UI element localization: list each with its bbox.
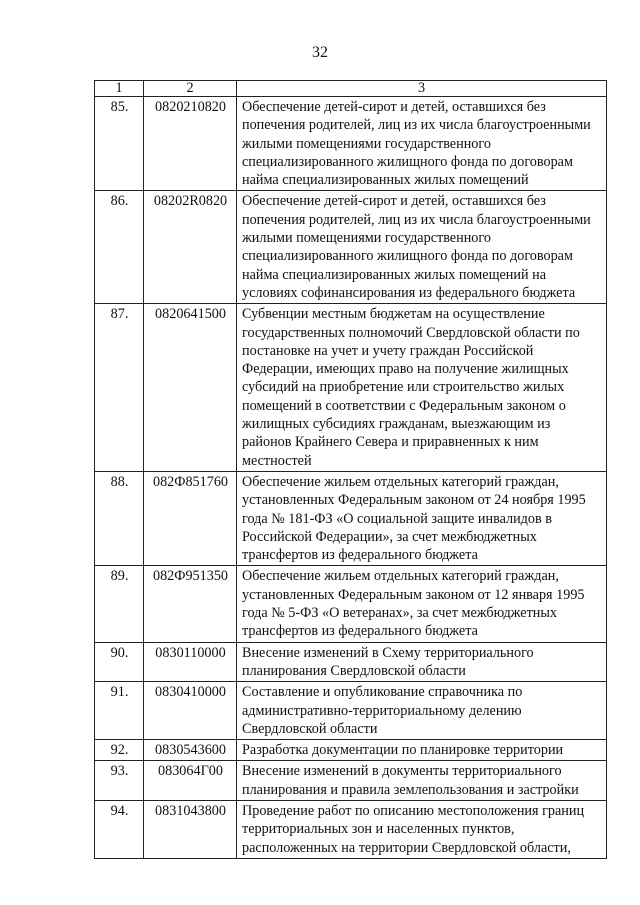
table-row <box>95 471 607 565</box>
row-number: 92. <box>95 740 144 761</box>
row-code: 0820641500 <box>144 304 237 472</box>
row-description: Обеспечение жильем отдельных категорий граждан, установленных Федеральным законом от 12 января 1995 года № 5-ФЗ «О ветеранах», за счет межбюджетных трансфертов из федерального бюджета <box>237 566 607 642</box>
row-number: 94. <box>95 800 144 858</box>
row-number: 86. <box>95 191 144 304</box>
row-code: 082Ф851760 <box>144 471 237 565</box>
column-header-number: 1 <box>95 81 144 97</box>
row-description: Субвенции местным бюджетам на осуществление государственных полномочий Свердловской области по постановке на учет и учету граждан Российской Федерации, имеющих право на получение жилищных субсидий на приобретение или строительство жилых помещений в соответствии с Федеральным законом о жилищных субсидиях гражданам, выезжающим из районов Крайнего Севера и приравненных к ним местностей <box>237 304 607 472</box>
table-header-row <box>95 81 607 97</box>
row-code: 0830410000 <box>144 682 237 740</box>
row-code: 083064Г00 <box>144 761 237 801</box>
page-number: 32 <box>312 44 328 61</box>
row-code: 0831043800 <box>144 800 237 858</box>
row-description: Проведение работ по описанию местоположения границ территориальных зон и населенных пунктов, расположенных на территории Свердловской области, <box>237 800 607 858</box>
table-row <box>95 566 607 642</box>
row-code: 08202R0820 <box>144 191 237 304</box>
row-description: Обеспечение детей-сирот и детей, оставшихся без попечения родителей, лиц из их числа благоустроенными жилыми помещениями государственного специализированного жилищного фонда по договорам найма специализированных жилых помещений на условиях софинансирования из федерального бюджета <box>237 191 607 304</box>
table-row <box>95 191 607 304</box>
table-row <box>95 682 607 740</box>
row-description: Внесение изменений в документы территориального планирования и правила землепользования и застройки <box>237 761 607 801</box>
row-number: 89. <box>95 566 144 642</box>
row-description: Составление и опубликование справочника по административно-территориальному делению Свердловской области <box>237 682 607 740</box>
row-description: Обеспечение детей-сирот и детей, оставшихся без попечения родителей, лиц из их числа благоустроенными жилыми помещениями государственного специализированного жилищного фонда по договорам найма специализированных жилых помещений <box>237 97 607 191</box>
row-description: Внесение изменений в Схему территориального планирования Свердловской области <box>237 642 607 682</box>
row-code: 082Ф951350 <box>144 566 237 642</box>
row-number: 85. <box>95 97 144 191</box>
row-code: 0830543600 <box>144 740 237 761</box>
row-number: 90. <box>95 642 144 682</box>
table-row <box>95 800 607 858</box>
row-number: 87. <box>95 304 144 472</box>
table-row <box>95 761 607 801</box>
table-row <box>95 97 607 191</box>
budget-codes-table <box>94 80 607 859</box>
column-header-description: 3 <box>237 81 607 97</box>
row-description: Разработка документации по планировке территории <box>237 740 607 761</box>
row-code: 0820210820 <box>144 97 237 191</box>
row-number: 93. <box>95 761 144 801</box>
row-code: 0830110000 <box>144 642 237 682</box>
row-number: 88. <box>95 471 144 565</box>
table-row <box>95 304 607 472</box>
row-description: Обеспечение жильем отдельных категорий граждан, установленных Федеральным законом от 24 ноября 1995 года № 181-ФЗ «О социальной защите инвалидов в Российской Федерации», за счет межбюджетных трансфертов из федерального бюджета <box>237 471 607 565</box>
table-row <box>95 740 607 761</box>
table-row <box>95 642 607 682</box>
column-header-code: 2 <box>144 81 237 97</box>
row-number: 91. <box>95 682 144 740</box>
